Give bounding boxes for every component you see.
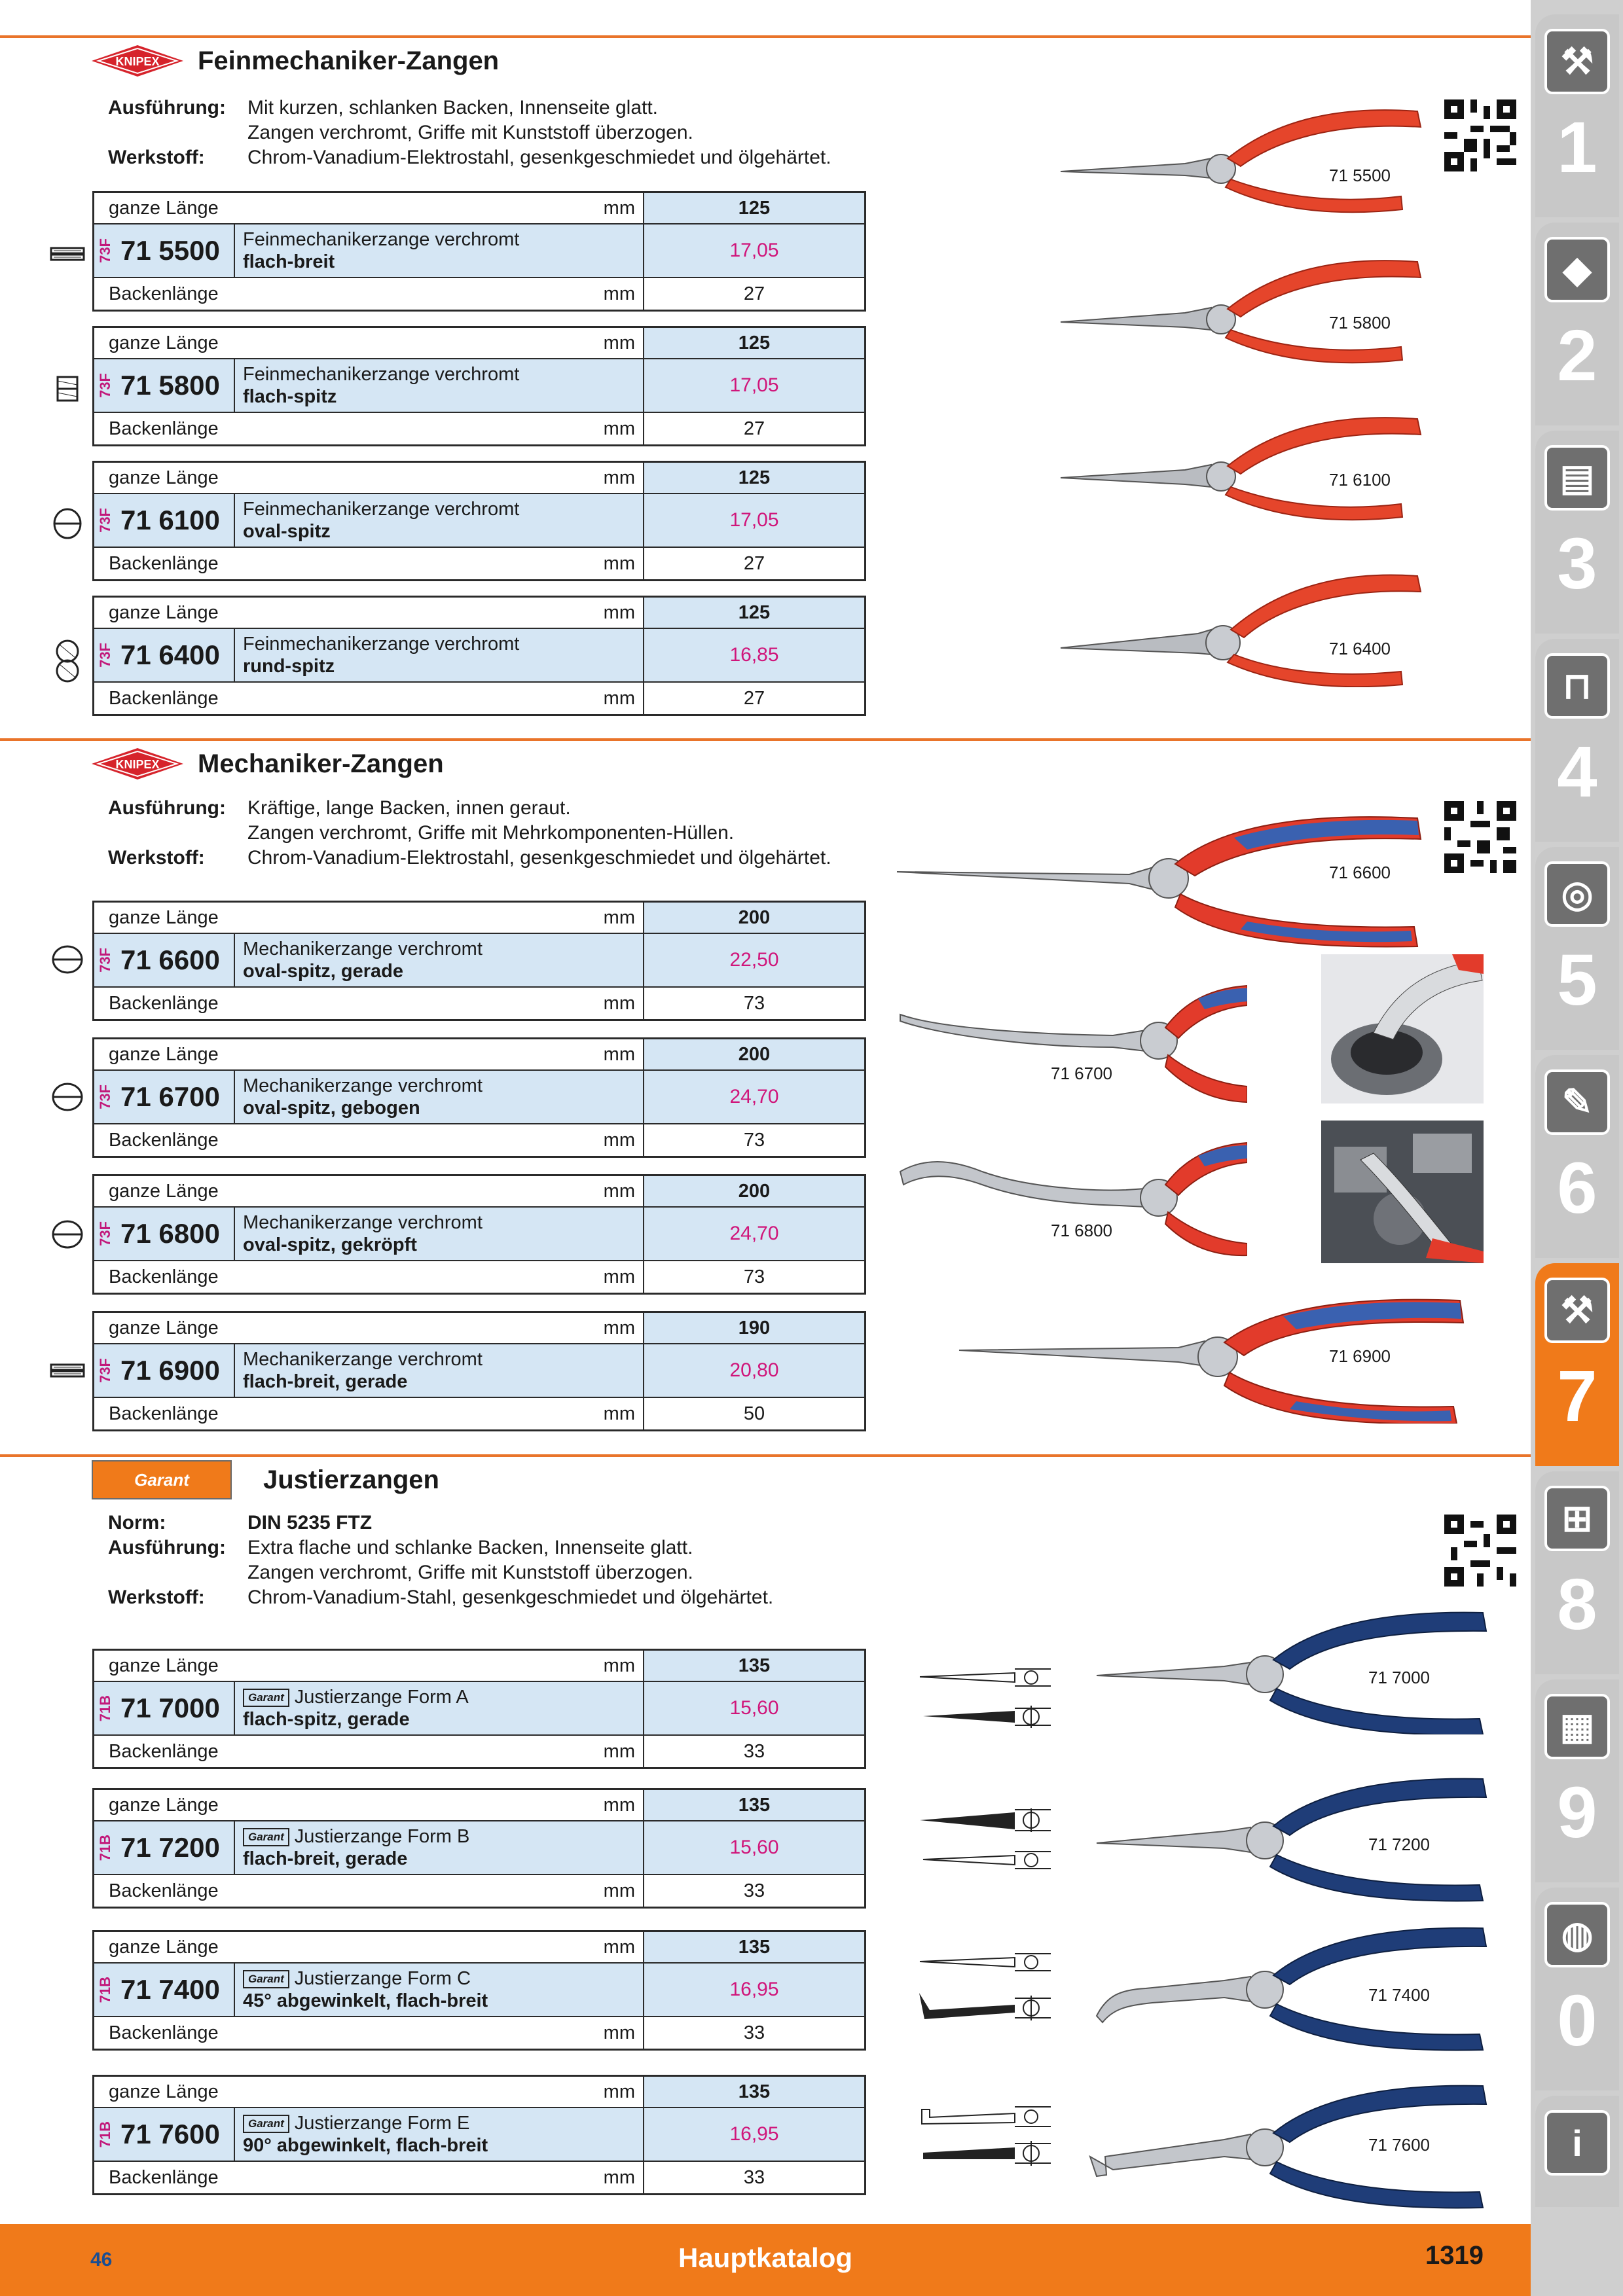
chapter-tab-7[interactable] (1535, 1263, 1619, 1466)
image-label: 71 5800 (1329, 313, 1391, 332)
total-length-value: 200 (644, 903, 864, 933)
svg-text:KNIPEX: KNIPEX (115, 55, 160, 68)
jaw-length-value: 33 (743, 2022, 765, 2043)
section-header (92, 741, 444, 787)
total-length-row: ganze Länge mm 125 (94, 328, 864, 359)
product-table (92, 596, 866, 716)
chapter-tab-info[interactable] (1535, 2096, 1619, 2207)
chapter-tab-2[interactable] (1535, 223, 1619, 425)
jaw-length-row: Backenlänge mm 33 (94, 2162, 864, 2193)
group-code: 73F (97, 508, 113, 533)
article-row (94, 1964, 864, 2017)
article-number: 71 6600 (120, 944, 220, 975)
article-row (94, 934, 864, 988)
safety-gear-icon: ◍ (1544, 1902, 1610, 1967)
cutting-insert-icon: ◆ (1544, 237, 1610, 302)
plier-image (1054, 98, 1427, 216)
garant-badge: Garant (243, 1828, 289, 1846)
group-code: 73F (97, 238, 113, 263)
total-length-value: 125 (644, 193, 864, 223)
qr-code-icon (1444, 99, 1516, 171)
jaw-length-row: Backenlänge mm 27 (94, 278, 864, 310)
article-variant: oval-spitz, gekröpft (243, 1234, 417, 1255)
jaw-length-row: Backenlänge mm 33 (94, 1736, 864, 1767)
price: 20,80 (729, 1359, 779, 1381)
chapter-number: 7 (1557, 1356, 1597, 1437)
caliper-icon: ⊓ (1544, 653, 1610, 719)
plier-image (1054, 556, 1427, 687)
jaw-length-row: Backenlänge mm 27 (94, 413, 864, 444)
price: 17,05 (729, 240, 779, 261)
total-length-row: ganze Länge mm 135 (94, 2077, 864, 2108)
price: 15,60 (729, 1837, 779, 1858)
article-number: 71 6900 (120, 1355, 220, 1386)
application-photo (1321, 954, 1484, 1103)
article-description: Mechanikerzange verchromt (243, 1349, 483, 1370)
product-table (92, 1930, 866, 2051)
knipex-logo (92, 745, 183, 782)
plier-image (1093, 1918, 1489, 2055)
article-variant: 90° abgewinkelt, flach-breit (243, 2135, 488, 2156)
jaw-length-value: 73 (743, 1266, 765, 1287)
image-label: 71 7200 (1368, 1835, 1430, 1854)
plier-image (1093, 1767, 1489, 1905)
article-variant: 45° abgewinkelt, flach-breit (243, 1990, 488, 2011)
article-variant: flach-breit, gerade (243, 1848, 408, 1869)
tool-cabinet-icon: ▦ (1544, 1694, 1610, 1759)
oval-profile-icon (48, 507, 86, 541)
price: 24,70 (729, 1223, 779, 1244)
article-row (94, 359, 864, 413)
article-number: 71 7400 (120, 1974, 220, 2005)
oval-profile-icon (48, 1217, 86, 1251)
total-length-row: ganze Länge mm 135 (94, 1790, 864, 1821)
article-variant: flach-spitz (243, 386, 337, 407)
total-length-value: 200 (644, 1039, 864, 1069)
article-description: Mechanikerzange verchromt (243, 1212, 483, 1233)
flat-wide-profile-icon (48, 237, 86, 271)
total-length-row: ganze Länge mm 135 (94, 1651, 864, 1682)
article-number: 71 5800 (120, 370, 220, 401)
screwdriver-wrench-icon: ✎ (1544, 1069, 1610, 1135)
footer-page-number: 1319 (1425, 2241, 1484, 2270)
article-row (94, 494, 864, 548)
article-number: 71 6700 (120, 1081, 220, 1112)
total-length-row: ganze Länge mm 190 (94, 1313, 864, 1344)
jaw-length-row: Backenlänge mm 33 (94, 2017, 864, 2049)
total-length-value: 200 (644, 1176, 864, 1206)
total-length-value: 135 (644, 1651, 864, 1681)
total-length-value: 135 (644, 1790, 864, 1820)
product-table (92, 461, 866, 581)
group-code: 71B (97, 1834, 113, 1861)
group-code: 73F (97, 373, 113, 398)
total-length-value: 190 (644, 1313, 864, 1343)
price: 22,50 (729, 949, 779, 971)
total-length-row: ganze Länge mm 125 (94, 598, 864, 629)
jaw-length-value: 33 (743, 1880, 765, 1901)
article-variant: rund-spitz (243, 656, 335, 677)
plier-image (1054, 249, 1427, 367)
price: 15,60 (729, 1697, 779, 1719)
flat-pointed-profile-icon (48, 372, 86, 406)
chapter-tab-1[interactable] (1535, 14, 1619, 217)
jaw-length-value: 50 (743, 1403, 765, 1424)
article-description: Justierzange Form B (294, 1826, 470, 1847)
jaw-length-value: 73 (743, 1129, 765, 1151)
plier-image (897, 962, 1247, 1106)
price: 16,95 (729, 2123, 779, 2145)
chapter-number: 3 (1557, 524, 1597, 604)
jaw-length-value: 33 (743, 2166, 765, 2188)
section-title: Mechaniker-Zangen (198, 749, 444, 778)
total-length-value: 125 (644, 328, 864, 358)
article-variant: oval-spitz, gerade (243, 961, 403, 982)
chapter-tab-8[interactable] (1535, 1471, 1619, 1674)
image-label: 71 7000 (1368, 1668, 1430, 1687)
chapter-tab-4[interactable] (1535, 639, 1619, 842)
chapter-tab-9[interactable] (1535, 1679, 1619, 1882)
article-row (94, 224, 864, 278)
article-row (94, 2108, 864, 2162)
spec-block: Norm: DIN 5235 FTZ Ausführung: Extra flache und schlanke Backen, Innenseite glatt. Zangen verchromt, Griffe mit Kunststoff überzogen. Werkstoff: Chrom-Vanadium-Stahl, gesenkgeschmiedet und ölgehärtet. (108, 1512, 774, 1608)
application-photo (1321, 1121, 1484, 1263)
chapter-tab-0[interactable] (1535, 1888, 1619, 2090)
article-description: Justierzange Form C (294, 1968, 471, 1989)
price: 24,70 (729, 1086, 779, 1107)
jaw-length-value: 27 (743, 283, 765, 304)
article-row (94, 1821, 864, 1875)
image-label: 71 7400 (1368, 1985, 1430, 2005)
info-icon: i (1544, 2110, 1610, 2176)
chapter-number: 6 (1557, 1148, 1597, 1229)
group-code: 71B (97, 1695, 113, 1722)
price: 17,05 (729, 509, 779, 531)
product-table (92, 2075, 866, 2195)
footer-title: Hauptkatalog (678, 2242, 853, 2273)
article-variant: flach-breit, gerade (243, 1371, 408, 1392)
plier-image (1054, 406, 1427, 524)
total-length-row: ganze Länge mm 200 (94, 903, 864, 934)
jaw-form-drawing (917, 2098, 1054, 2176)
chapter-number: 9 (1557, 1772, 1597, 1853)
group-code: 71B (97, 2121, 113, 2148)
jaw-length-row: Backenlänge mm 27 (94, 683, 864, 714)
total-length-row: ganze Länge mm 200 (94, 1039, 864, 1071)
total-length-row: ganze Länge mm 125 (94, 463, 864, 494)
garant-logo: Garant (92, 1460, 232, 1499)
jaw-form-drawing (917, 1662, 1054, 1741)
hammer-pliers-icon: ⚒ (1544, 1278, 1610, 1343)
jaw-length-row: Backenlänge mm 73 (94, 1124, 864, 1156)
jaw-form-drawing (917, 1947, 1054, 2029)
total-length-row: ganze Länge mm 135 (94, 1932, 864, 1964)
flat-wide-profile-icon (48, 1354, 86, 1388)
jaw-length-value: 27 (743, 552, 765, 574)
workbench-icon: ⊞ (1544, 1486, 1610, 1551)
qr-code-icon (1444, 801, 1516, 873)
total-length-value: 135 (644, 1932, 864, 1962)
article-row (94, 1208, 864, 1261)
article-number: 71 7600 (120, 2119, 220, 2149)
footer-page-left: 46 (90, 2249, 113, 2270)
jaw-length-value: 73 (743, 992, 765, 1014)
chapter-number: 4 (1557, 732, 1597, 812)
chapter-number: 2 (1557, 315, 1597, 396)
tool-holder-icon: ▤ (1544, 445, 1610, 511)
article-number: 71 6800 (120, 1218, 220, 1249)
total-length-value: 125 (644, 598, 864, 628)
section-header (92, 38, 499, 84)
page-footer (0, 2224, 1531, 2296)
chapter-number: 8 (1557, 1564, 1597, 1645)
jaw-length-row: Backenlänge mm 27 (94, 548, 864, 579)
article-number: 71 7000 (120, 1693, 220, 1723)
jaw-length-value: 27 (743, 418, 765, 439)
image-label: 71 6800 (1051, 1221, 1112, 1240)
article-variant: flach-spitz, gerade (243, 1709, 410, 1730)
svg-text:KNIPEX: KNIPEX (115, 758, 160, 771)
article-description: Justierzange Form E (294, 2113, 470, 2134)
oval-profile-icon (48, 942, 86, 977)
image-label: 71 6600 (1329, 863, 1391, 882)
article-description: Feinmechanikerzange verchromt (243, 364, 520, 385)
article-variant: oval-spitz, gebogen (243, 1098, 420, 1119)
price: 17,05 (729, 374, 779, 396)
product-table (92, 1311, 866, 1431)
garant-badge: Garant (243, 1970, 289, 1988)
article-description: Feinmechanikerzange verchromt (243, 634, 520, 655)
article-number: 71 6100 (120, 505, 220, 535)
saw-blade-icon: ◎ (1544, 861, 1610, 927)
group-code: 73F (97, 1358, 113, 1383)
article-description: Feinmechanikerzange verchromt (243, 499, 520, 520)
image-label: 71 6400 (1329, 639, 1391, 658)
jaw-length-row: Backenlänge mm 50 (94, 1398, 864, 1429)
jaw-length-row: Backenlänge mm 73 (94, 1261, 864, 1293)
jaw-length-value: 33 (743, 1740, 765, 1762)
image-label: 71 7600 (1368, 2135, 1430, 2155)
total-length-value: 125 (644, 463, 864, 493)
total-length-value: 135 (644, 2077, 864, 2107)
garant-badge: Garant (243, 2115, 289, 2133)
section-title: Justierzangen (263, 1465, 439, 1494)
article-variant: oval-spitz (243, 521, 331, 542)
jaw-length-row: Backenlänge mm 33 (94, 1875, 864, 1907)
total-length-row: ganze Länge mm 125 (94, 193, 864, 224)
jaw-length-value: 27 (743, 687, 765, 709)
article-description: Justierzange Form A (294, 1687, 469, 1708)
spec-block: Ausführung: Mit kurzen, schlanken Backen, Innenseite glatt. Zangen verchromt, Griffe mit Kunststoff überzogen. Werkstoff: Chrom-Vanadium-Elektrostahl, gesenkgeschmiedet und ölgehärtet. (108, 97, 831, 168)
qr-code-icon (1444, 1515, 1516, 1587)
article-variant: flach-breit (243, 251, 335, 272)
chapter-number: 1 (1557, 107, 1597, 188)
chapter-tab-6[interactable] (1535, 1055, 1619, 1258)
product-table (92, 1174, 866, 1295)
jaw-length-row: Backenlänge mm 73 (94, 988, 864, 1019)
product-table (92, 191, 866, 312)
jaw-form-drawing (917, 1803, 1054, 1882)
product-table (92, 1037, 866, 1158)
plier-image (1093, 1604, 1489, 1734)
chapter-number: 0 (1557, 1981, 1597, 2061)
article-number: 71 5500 (120, 235, 220, 266)
oval-profile-icon (48, 1080, 86, 1114)
section-header (92, 1457, 439, 1503)
article-row (94, 1682, 864, 1736)
round-profile-icon (48, 638, 86, 684)
article-description: Mechanikerzange verchromt (243, 939, 483, 960)
group-code: 73F (97, 643, 113, 668)
image-label: 71 6900 (1329, 1346, 1391, 1366)
article-number: 71 7200 (120, 1832, 220, 1863)
chapter-number: 5 (1557, 940, 1597, 1020)
article-row (94, 1344, 864, 1398)
article-description: Feinmechanikerzange verchromt (243, 229, 520, 250)
group-code: 73F (97, 1085, 113, 1109)
article-row (94, 1071, 864, 1124)
image-label: 71 6100 (1329, 470, 1391, 490)
image-label: 71 5500 (1329, 166, 1391, 185)
chapter-tab-3[interactable] (1535, 431, 1619, 634)
price: 16,95 (729, 1979, 779, 2000)
drill-icon: ⚒ (1544, 29, 1610, 94)
product-table (92, 1649, 866, 1769)
product-table (92, 1788, 866, 1909)
knipex-logo (92, 43, 183, 79)
image-label: 71 6700 (1051, 1064, 1112, 1083)
product-table (92, 326, 866, 446)
article-number: 71 6400 (120, 639, 220, 670)
group-code: 73F (97, 948, 113, 973)
product-table (92, 901, 866, 1021)
article-description: Mechanikerzange verchromt (243, 1075, 483, 1096)
total-length-row: ganze Länge mm 200 (94, 1176, 864, 1208)
garant-badge: Garant (243, 1689, 289, 1707)
section-title: Feinmechaniker-Zangen (198, 46, 500, 75)
group-code: 73F (97, 1221, 113, 1246)
chapter-tab-5[interactable] (1535, 847, 1619, 1050)
price: 16,85 (729, 644, 779, 666)
article-row (94, 629, 864, 683)
spec-block: Ausführung: Kräftige, lange Backen, innen geraut. Zangen verchromt, Griffe mit Mehrkomponenten-Hüllen. Werkstoff: Chrom-Vanadium-Elektrostahl, gesenkgeschmiedet und ölgehärtet. (108, 797, 831, 869)
group-code: 71B (97, 1976, 113, 2003)
